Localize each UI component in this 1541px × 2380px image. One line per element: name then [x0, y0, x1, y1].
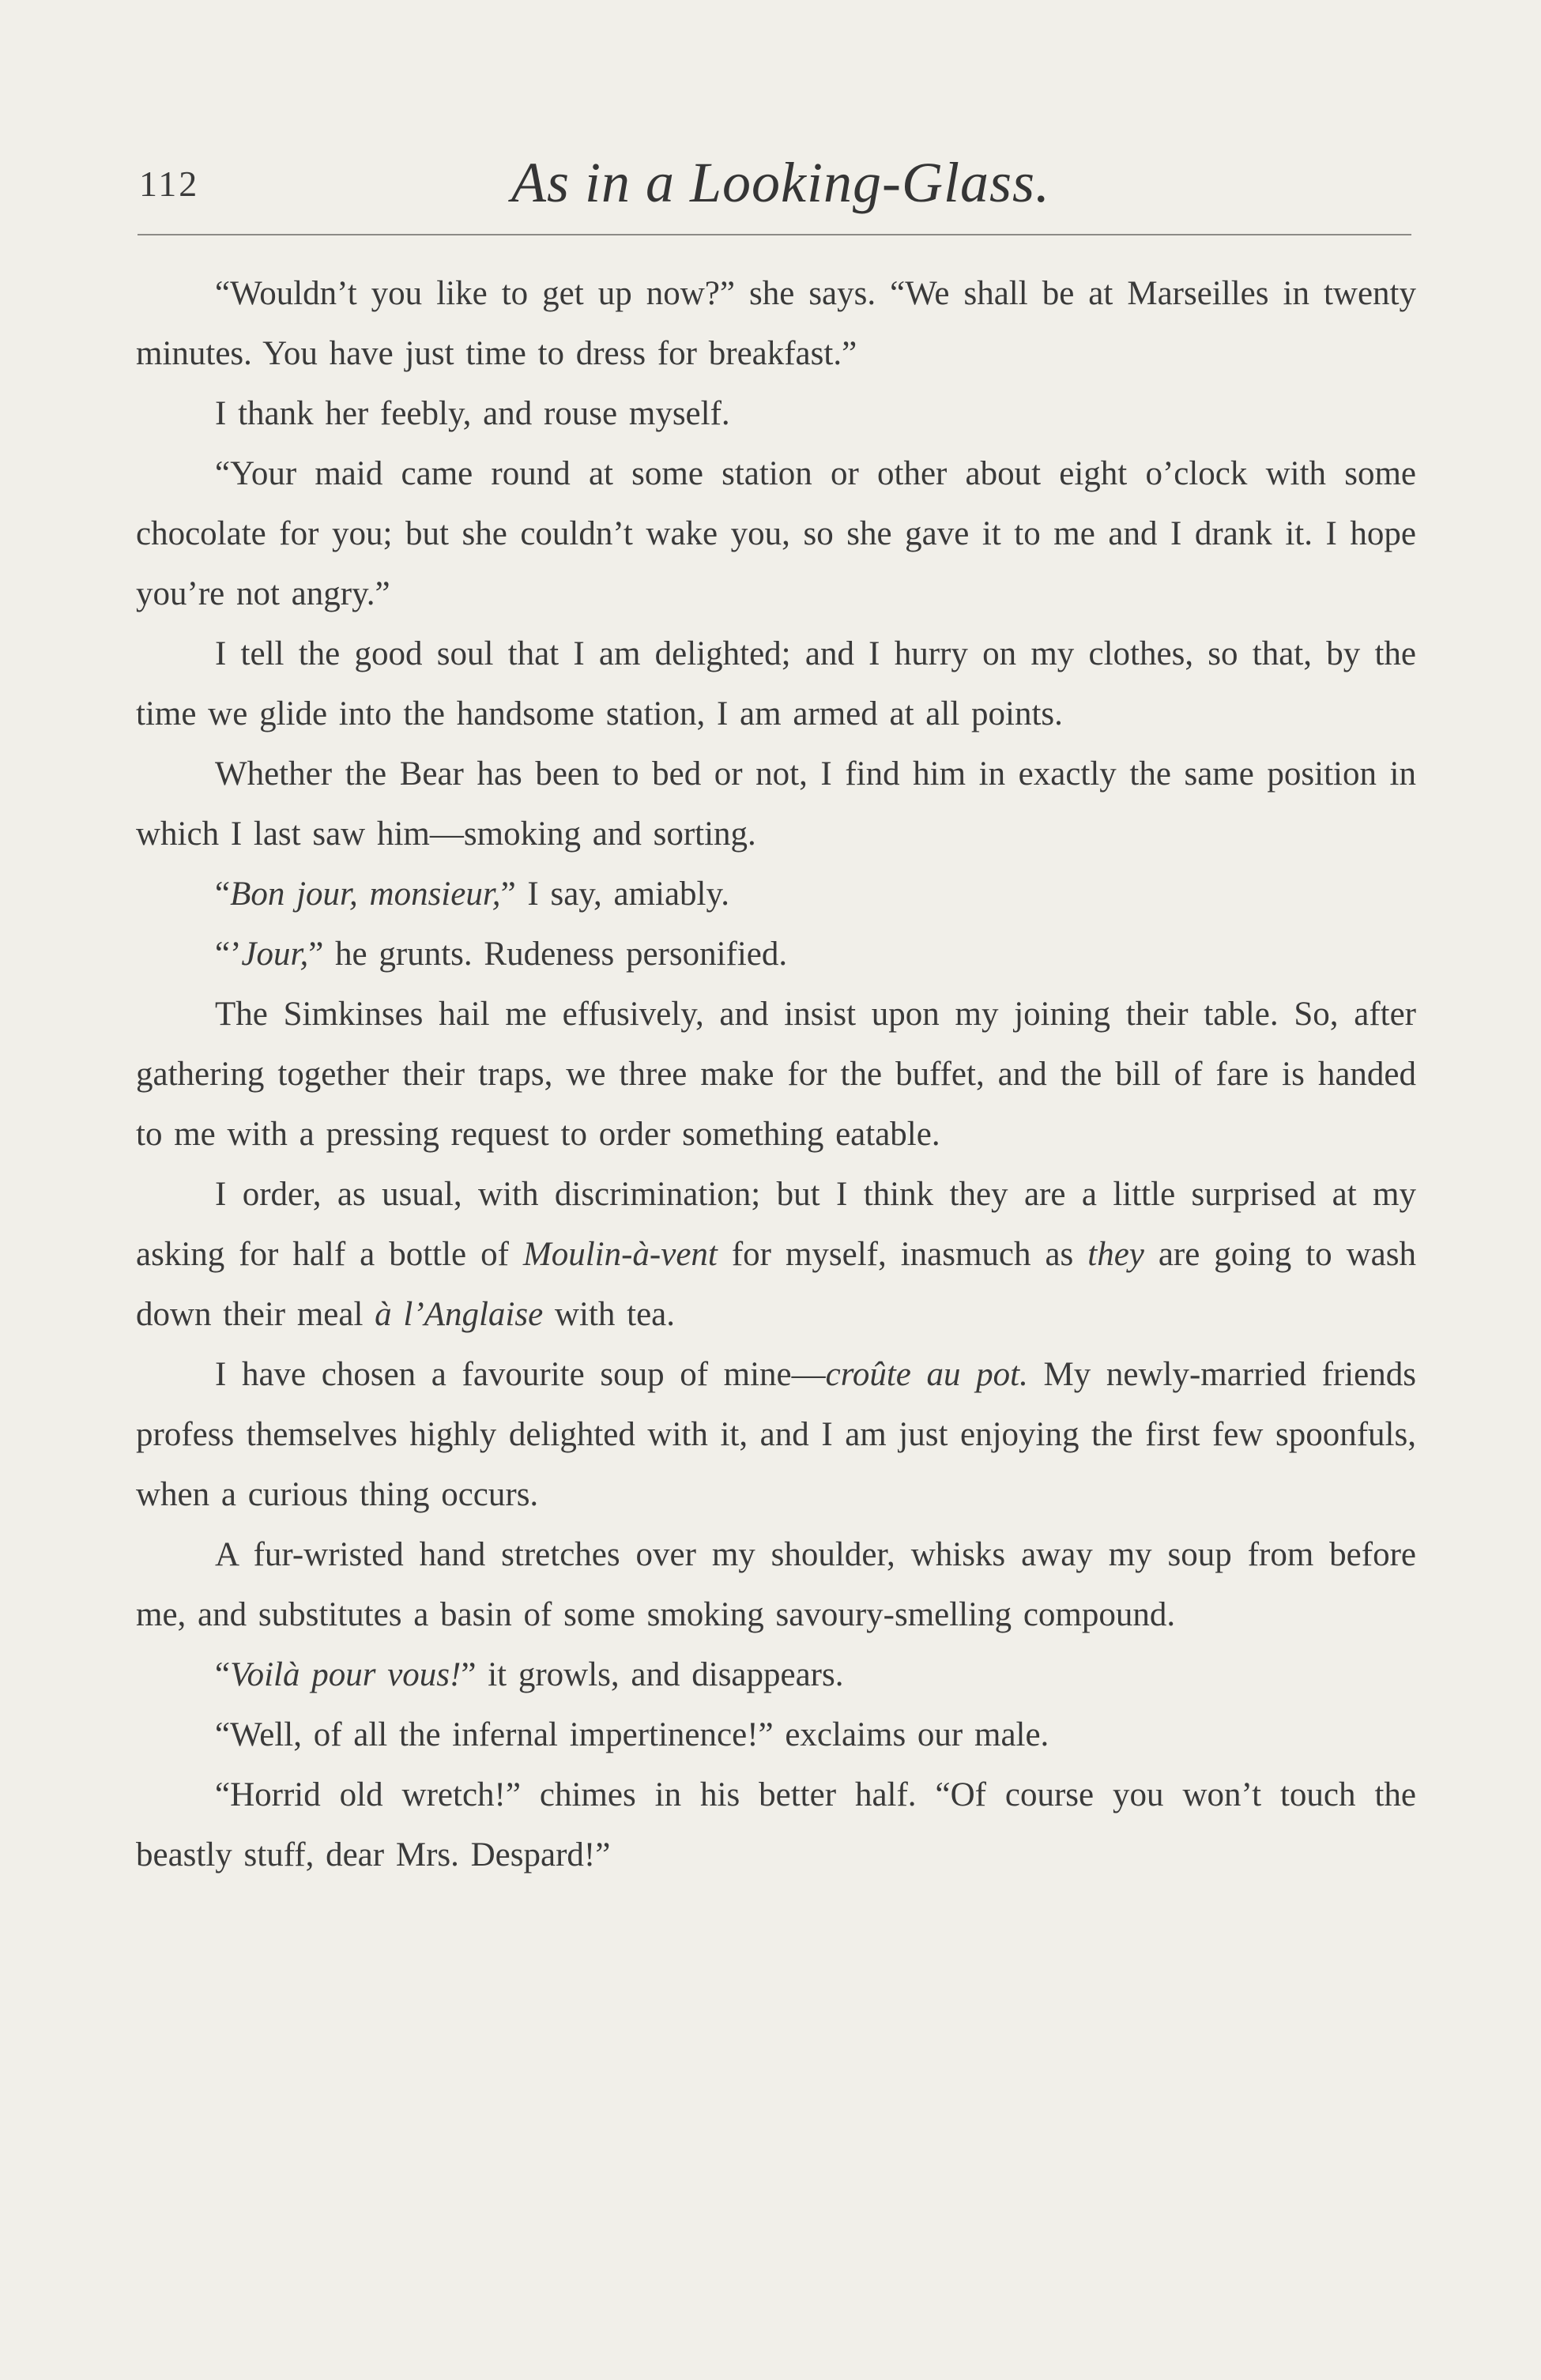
text-run: with tea.: [543, 1296, 675, 1333]
running-title: As in a Looking-Glass.: [511, 151, 1051, 214]
page-number: 112: [139, 164, 200, 204]
paragraph: I thank her feebly, and rouse myself.: [215, 395, 730, 432]
paragraph: [136, 1345, 1416, 1525]
text-run: “: [215, 876, 231, 913]
italic-phrase: Moulin-à-vent: [522, 1236, 718, 1273]
text-run: ” it growls, and disappears.: [461, 1656, 844, 1693]
text-run: “’: [215, 936, 242, 973]
paragraph: [136, 925, 1416, 985]
italic-phrase: they: [1087, 1236, 1144, 1273]
page-header: [136, 150, 1416, 213]
paragraph: “Well, of all the infernal impertinence!” exclaims our male.: [215, 1716, 1049, 1753]
body-text: [136, 264, 1416, 1885]
paragraph: A fur-wristed hand stretches over my shoulder, whisks away my soup from before me, and substitutes a basin of some smoking savoury-smelling compound.: [136, 1536, 1416, 1633]
italic-phrase: Voilà pour vous!: [230, 1656, 462, 1693]
italic-phrase: Jour,: [241, 936, 309, 973]
header-rule: [138, 234, 1411, 235]
text-run: ” he grunts. Rudeness personified.: [308, 936, 788, 973]
italic-phrase: à l’Anglaise: [375, 1296, 544, 1333]
text-run: for myself, inasmuch as: [717, 1236, 1088, 1273]
text-run: ” I say, amiably.: [500, 876, 729, 913]
italic-phrase: croûte au pot.: [825, 1356, 1028, 1393]
paragraph: “Wouldn’t you like to get up now?” she says. “We shall be at Marseilles in twenty minutes. You have just time to dress for breakfast.”: [136, 275, 1416, 372]
paragraph: [136, 864, 1416, 925]
text-run: My newly-married friends profess themselves highly delighted with it, and I am just enjoying the first few spoonfuls, when a curious thing occurs.: [136, 1356, 1417, 1513]
paragraph: [136, 1645, 1416, 1705]
text-run: “: [215, 1656, 231, 1693]
italic-phrase: Bon jour, monsieur,: [230, 876, 501, 913]
text-run: are going to wash down their meal: [136, 1236, 1416, 1333]
paragraph: [136, 1165, 1416, 1345]
paragraph: I tell the good soul that I am delighted; and I hurry on my clothes, so that, by the time we glide into the handsome station, I am armed at all points.: [136, 635, 1416, 732]
text-run: I order, as usual, with discrimination; but I think they are a little surprised at my asking for half a bottle of: [136, 1176, 1416, 1273]
paragraph: The Simkinses hail me effusively, and insist upon my joining their table. So, after gathering together their traps, we three make for the buffet, and the bill of fare is handed to me with a pressing request to order something eatable.: [136, 996, 1416, 1153]
text-run: I have chosen a favourite soup of mine—: [215, 1356, 826, 1393]
paragraph: “Horrid old wretch!” chimes in his better half. “Of course you won’t touch the beastly stuff, dear Mrs. Despard!”: [136, 1776, 1416, 1873]
paragraph: “Your maid came round at some station or other about eight o’clock with some chocolate for you; but she couldn’t wake you, so she gave it to me and I drank it. I hope you’re not angry.”: [136, 455, 1416, 612]
paragraph: Whether the Bear has been to bed or not, I find him in exactly the same position in which I last saw him—smoking and sorting.: [136, 755, 1416, 853]
